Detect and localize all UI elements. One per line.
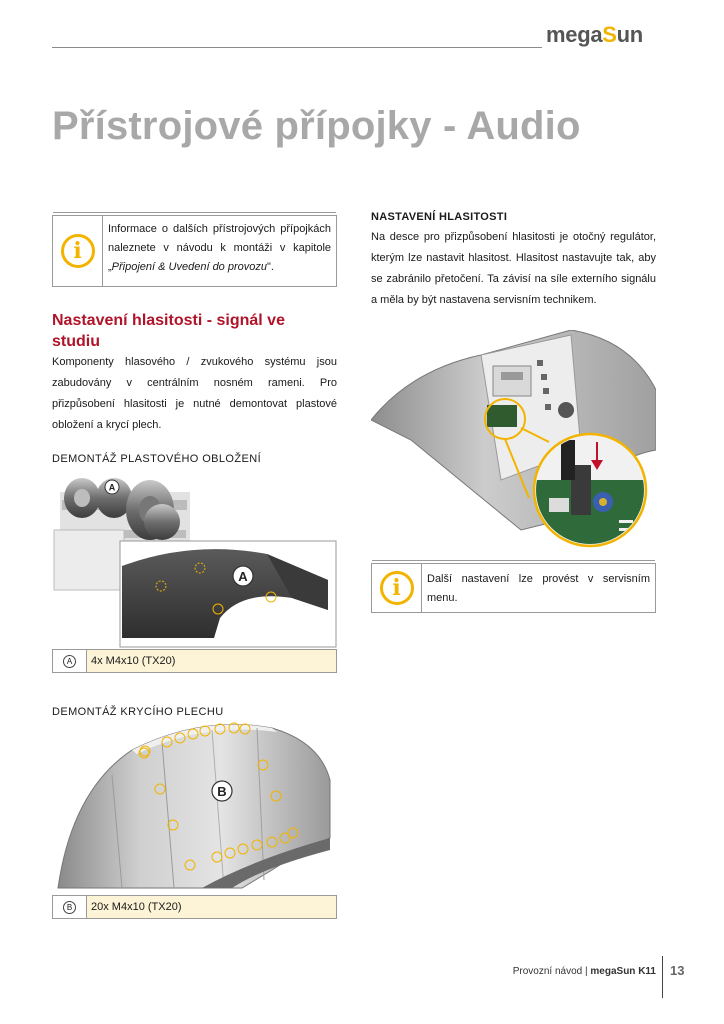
legend-text-b: 20x M4x10 (TX20) — [87, 896, 336, 918]
page-title: Přístrojové přípojky - Audio — [52, 104, 581, 148]
info-text: Informace o dalších přístrojových přípojkách naleznete v návodu k montáži v kapitole „Připojení & Uvedení do provozu". — [108, 223, 331, 273]
legend-letter-a: A — [63, 655, 76, 668]
info-icon-cell — [372, 564, 422, 612]
svg-text:A: A — [238, 569, 248, 584]
volume-heading: NASTAVENÍ HLASITOSTI — [371, 211, 508, 223]
info-text: Další nastavení lze provést v servisním menu. — [427, 573, 650, 604]
header-rule — [52, 47, 542, 48]
footer-rule — [662, 956, 663, 998]
info-icon: i — [61, 234, 95, 268]
footer-text: Provozní návod | megaSun K11 — [512, 966, 656, 977]
legend-row-b — [52, 895, 337, 919]
legend-text-a: 4x M4x10 (TX20) — [87, 650, 336, 672]
info-box-assembly — [52, 215, 337, 287]
figure-plastic-cover — [52, 470, 337, 648]
legend-row-a — [52, 649, 337, 673]
svg-text:A: A — [108, 482, 116, 493]
brand-logo: megaSun — [546, 22, 643, 47]
info-icon-cell — [53, 216, 103, 286]
subheading-plastic-cover: DEMONTÁŽ PLASTOVÉHO OBLOŽENÍ — [52, 453, 262, 465]
info-icon: i — [380, 571, 414, 605]
figure-volume-board — [371, 330, 656, 548]
volume-paragraph: Na desce pro přizpůsobení hlasitosti je otočný regulátor, kterým lze nastavit hlasitost. Hlasitost nastavujte tak, aby se zabránilo přetočení. Ta závisí na síle externího signálu a měla by být nastavena servisním technikem. — [371, 231, 656, 306]
subheading-cover-plate: DEMONTÁŽ KRYCÍHO PLECHU — [52, 706, 224, 718]
legend-letter-b: B — [63, 901, 76, 914]
page-number: 13 — [670, 963, 685, 978]
section-heading: Nastavení hlasitosti - signál ve studiu — [52, 312, 285, 350]
figure-cover-plate — [52, 720, 337, 890]
svg-text:B: B — [217, 784, 227, 799]
intro-paragraph: Komponenty hlasového / zvukového systému jsou zabudovány v centrálním nosném rameni. Pro přizpůsobení hlasitosti je nutné demontovat plastové obložení a krycí plech. — [52, 356, 337, 431]
info-box-service — [371, 563, 656, 613]
